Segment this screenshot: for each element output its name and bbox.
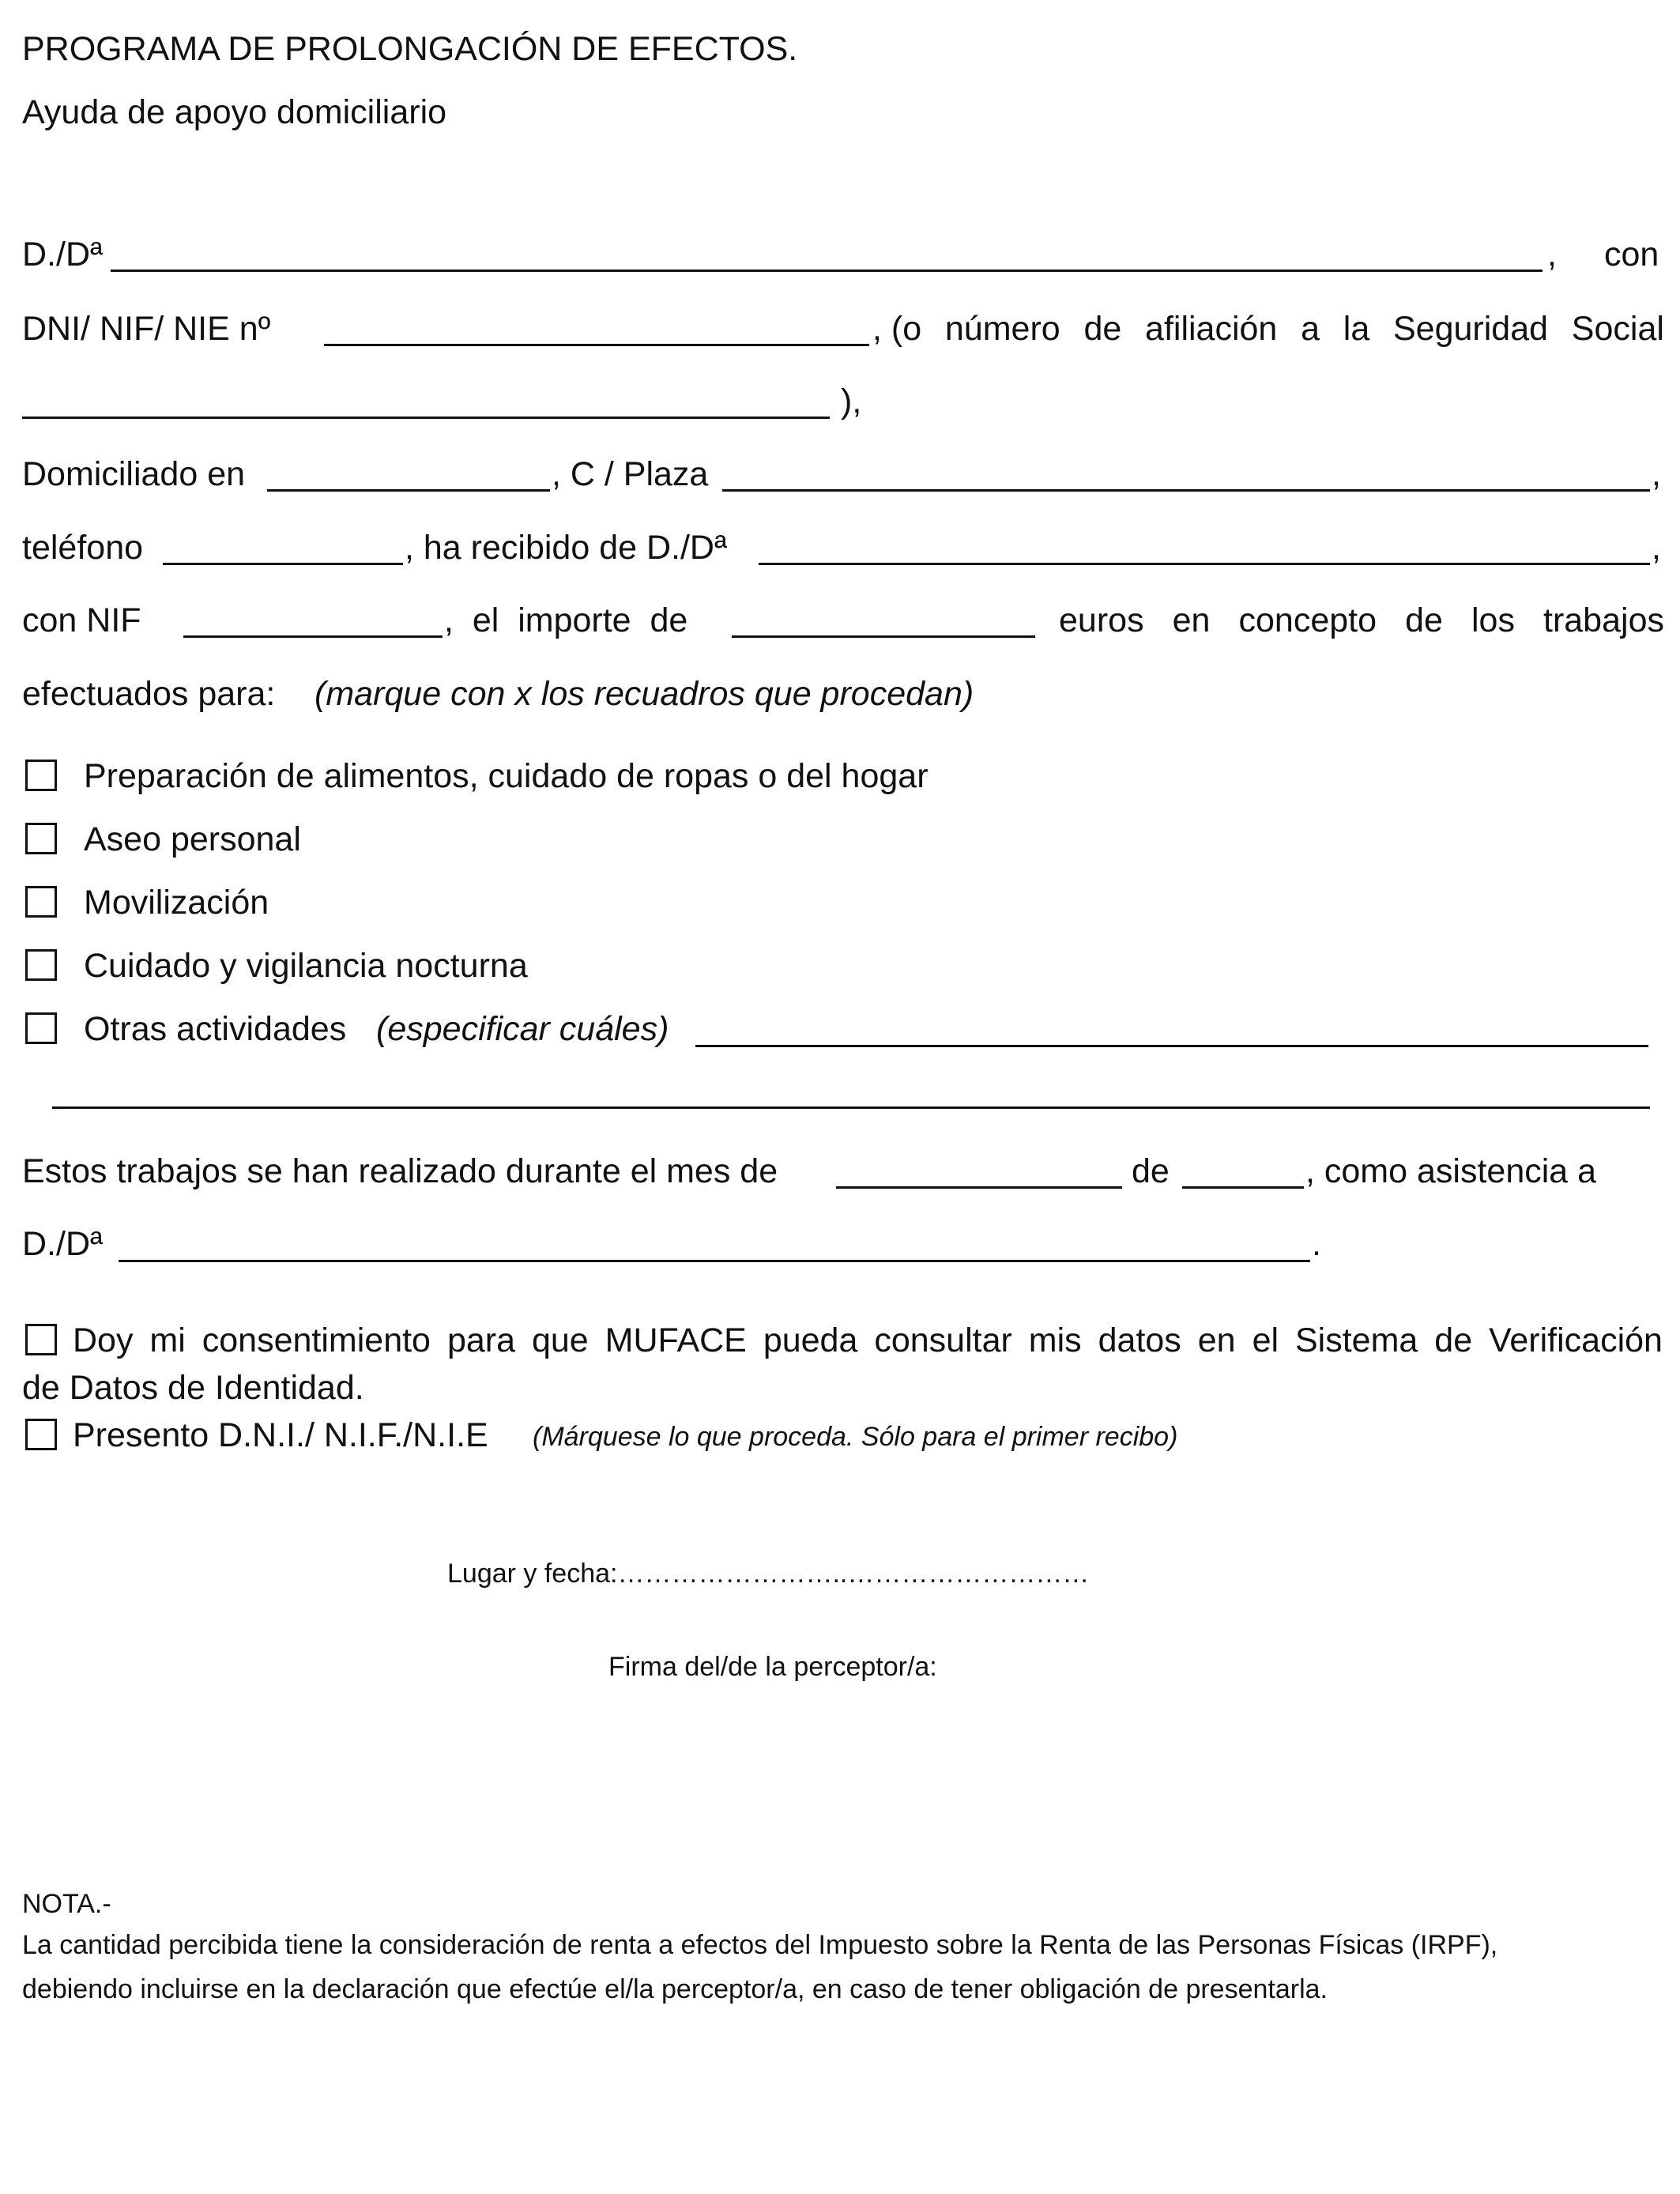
consent-word: Verificación — [1489, 1321, 1663, 1359]
checkbox-label-personal-hygiene: Aseo personal — [84, 820, 301, 858]
form-subtitle: Ayuda de apoyo domiciliario — [22, 93, 447, 131]
consent-word: datos — [1098, 1321, 1181, 1359]
dni-label: DNI/ NIF/ NIE nº — [22, 310, 271, 348]
performed-for-label: efectuados para: — [22, 675, 276, 713]
social-security-field[interactable] — [22, 417, 830, 419]
note-line-2: debiendo incluirse en la declaración que efectúe el/la perceptor/a, en caso de tener obligación de presentarla. — [22, 1974, 1328, 2004]
consent-word: en — [1197, 1321, 1236, 1359]
concept-word: trabajos — [1543, 601, 1664, 639]
dni-field[interactable] — [324, 344, 869, 346]
month-field[interactable] — [836, 1186, 1122, 1189]
consent-word: consultar — [874, 1321, 1012, 1359]
name-field-comma: , — [1547, 236, 1557, 273]
consent-word: pueda — [763, 1321, 858, 1359]
checkbox-hint: (marque con x los recuadros que procedan) — [315, 675, 974, 713]
consent-word: el — [1252, 1321, 1279, 1359]
phone-label: teléfono — [22, 529, 144, 567]
other-hint: (especificar cuáles) — [376, 1010, 669, 1048]
name-field[interactable] — [111, 270, 1543, 272]
street-label: , C / Plaza — [552, 455, 709, 493]
other-activities-field[interactable] — [695, 1045, 1648, 1047]
checkbox-food-prep[interactable] — [25, 760, 57, 791]
phone-field[interactable] — [163, 563, 403, 565]
present-id-label: Presento D.N.I./ N.I.F./N.I.E — [73, 1416, 488, 1454]
con-text: con — [1604, 236, 1659, 273]
domicile-label: Domiciliado en — [22, 455, 246, 493]
consent-word: mi — [149, 1321, 186, 1359]
consent-word: para — [446, 1321, 516, 1359]
consent-word: consentimiento — [202, 1321, 431, 1359]
amount-field[interactable] — [732, 635, 1035, 638]
affiliation-word: a — [1301, 310, 1320, 348]
checkbox-consent[interactable] — [25, 1324, 57, 1355]
checkbox-mobility[interactable] — [25, 886, 57, 918]
concept-word: concepto — [1238, 601, 1377, 639]
affiliation-word: , (o — [872, 310, 922, 348]
affiliation-word: la — [1343, 310, 1370, 348]
concept-word: de — [1405, 601, 1443, 639]
received-from-label: , ha recibido de D./Dª — [405, 529, 727, 567]
signature-label: Firma del/de la perceptor/a: — [608, 1652, 937, 1682]
consent-word: de — [1434, 1321, 1473, 1359]
town-field[interactable] — [267, 489, 550, 492]
checkbox-label-other: Otras actividades — [84, 1010, 347, 1048]
year-field[interactable] — [1182, 1186, 1304, 1189]
concept-text — [1059, 600, 1664, 641]
amount-label: , el importe de — [444, 601, 688, 639]
street-comma: , — [1652, 455, 1661, 493]
checkbox-label-food-prep: Preparación de alimentos, cuidado de ropas o del hogar — [84, 757, 929, 795]
checkbox-personal-hygiene[interactable] — [25, 823, 57, 854]
consent-word: Doy — [73, 1321, 134, 1359]
checkbox-night-care[interactable] — [25, 949, 57, 981]
consent-text — [73, 1320, 1663, 1361]
checkbox-label-night-care: Cuidado y vigilancia nocturna — [84, 947, 528, 985]
checkbox-present-id[interactable] — [25, 1419, 57, 1450]
beneficiary-field[interactable] — [119, 1260, 1310, 1262]
nif-label: con NIF — [22, 601, 141, 639]
form-title: PROGRAMA DE PROLONGACIÓN DE EFECTOS. — [22, 30, 798, 68]
place-date-label: Lugar y fecha:……………………..……………………… — [447, 1559, 1090, 1589]
other-activities-field-line2[interactable] — [52, 1106, 1650, 1109]
beneficiary-label: D./Dª — [22, 1225, 103, 1263]
street-field[interactable] — [722, 489, 1650, 492]
payee-comma: , — [1652, 529, 1661, 567]
note-line-1: La cantidad percibida tiene la consideración de renta a efectos del Impuesto sobre la Renta de las Personas Físicas (IRPF), — [22, 1930, 1498, 1960]
concept-word: en — [1172, 601, 1211, 639]
beneficiary-period: . — [1312, 1225, 1321, 1263]
note-heading: NOTA.- — [22, 1889, 111, 1919]
payee-name-field[interactable] — [759, 563, 1650, 565]
nif-field[interactable] — [183, 635, 443, 638]
affiliation-word: Social — [1571, 310, 1664, 348]
checkbox-label-mobility: Movilización — [84, 884, 269, 922]
consent-word: MUFACE — [605, 1321, 747, 1359]
concept-word: los — [1471, 601, 1515, 639]
name-label: D./Dª — [22, 236, 103, 273]
concept-word: euros — [1059, 601, 1144, 639]
year-label: de — [1132, 1152, 1170, 1190]
affiliation-text — [872, 308, 1664, 349]
social-security-close: ), — [841, 383, 862, 420]
checkbox-other[interactable] — [25, 1012, 57, 1044]
consent-word: Sistema — [1294, 1321, 1418, 1359]
consent-word: mis — [1028, 1321, 1082, 1359]
consent-text-line2: de Datos de Identidad. — [22, 1369, 364, 1407]
affiliation-word: de — [1083, 310, 1122, 348]
affiliation-word: Seguridad — [1393, 310, 1549, 348]
affiliation-word: afiliación — [1145, 310, 1278, 348]
consent-word: que — [531, 1321, 589, 1359]
affiliation-word: número — [944, 310, 1060, 348]
present-id-hint: (Márquese lo que proceda. Sólo para el primer recibo) — [533, 1422, 1178, 1452]
period-text: Estos trabajos se han realizado durante el mes de — [22, 1152, 778, 1190]
assistance-text: , como asistencia a — [1305, 1152, 1597, 1190]
